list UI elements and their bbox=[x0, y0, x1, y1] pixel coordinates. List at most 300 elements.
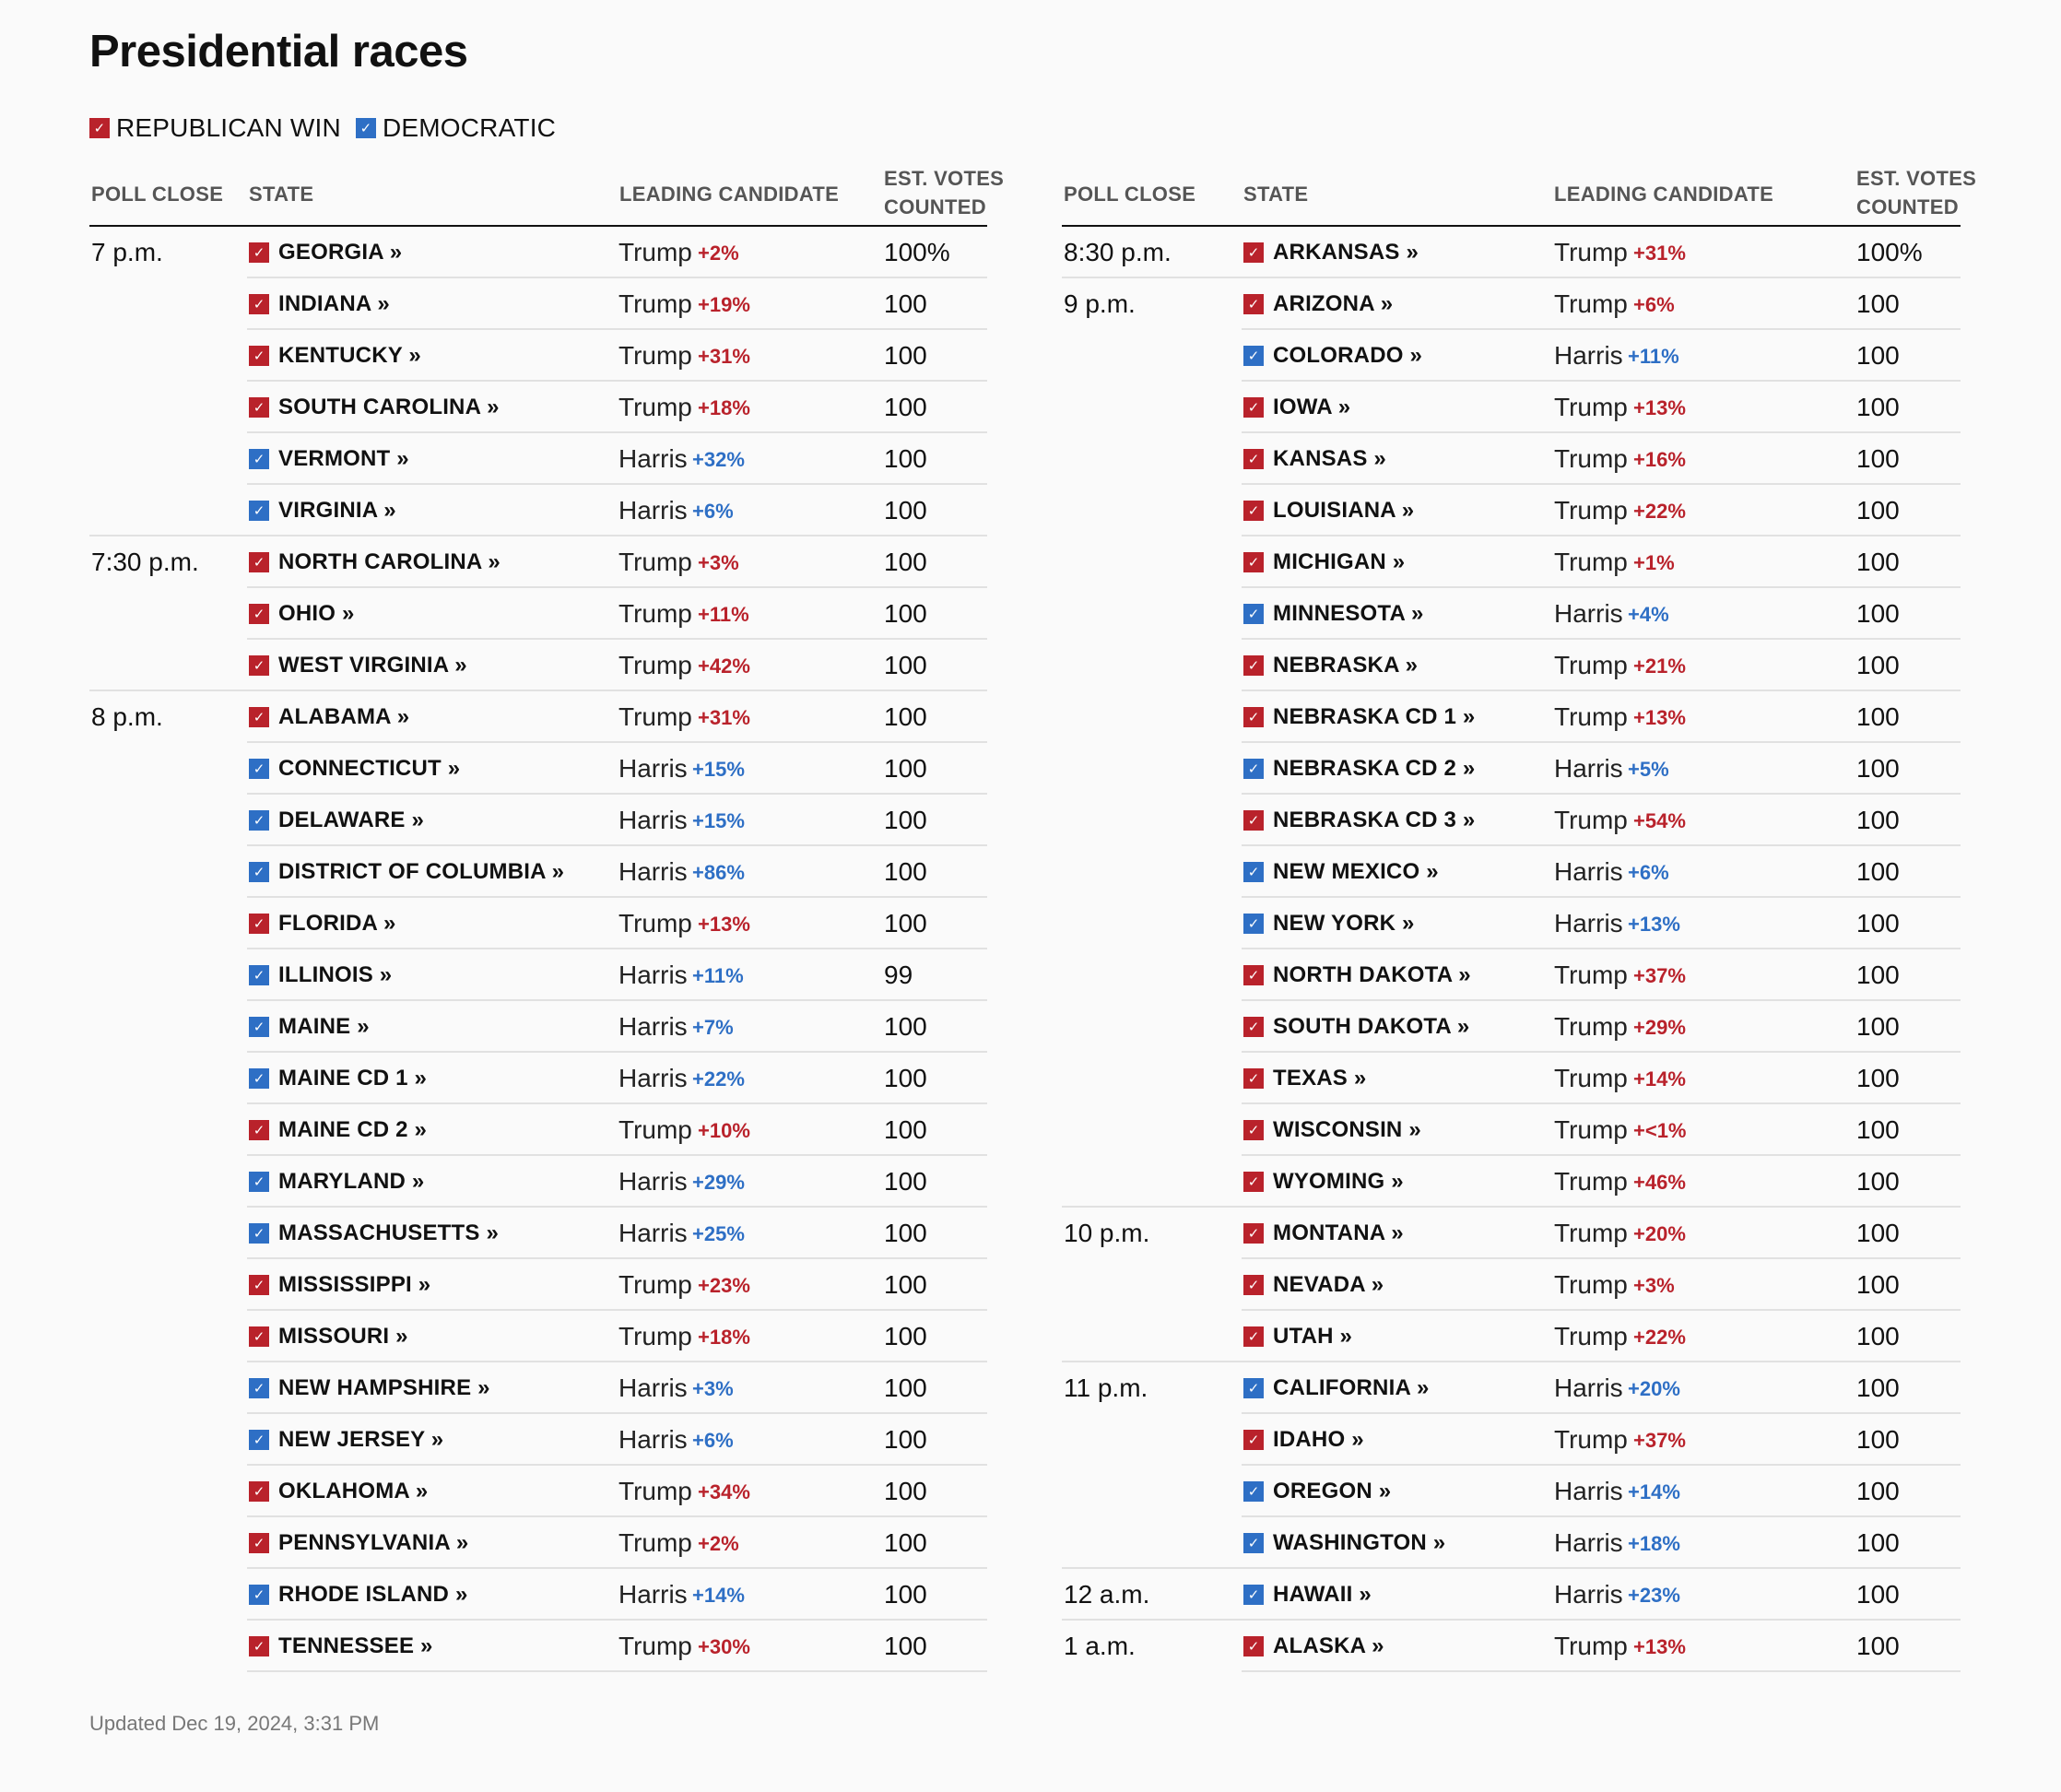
checkbox-check-icon: ✓ bbox=[1243, 294, 1264, 314]
margin-value: +29% bbox=[1633, 1016, 1686, 1039]
checkbox-check-icon: ✓ bbox=[249, 1223, 269, 1244]
state-link[interactable]: VIRGINIA » bbox=[278, 498, 396, 523]
votes-counted: 99 bbox=[884, 961, 913, 989]
header-state: STATE bbox=[1243, 183, 1309, 206]
checkbox-check-icon: ✓ bbox=[249, 707, 269, 727]
state-link[interactable]: MICHIGAN » bbox=[1273, 549, 1406, 574]
leading-candidate: Trump bbox=[618, 1528, 692, 1557]
table-row bbox=[1062, 1517, 1961, 1569]
votes-counted: 100 bbox=[884, 909, 927, 937]
table-row bbox=[1062, 949, 1961, 1001]
state-link[interactable]: MARYLAND » bbox=[278, 1169, 425, 1194]
table-row bbox=[1062, 1569, 1961, 1621]
checkbox-check-icon: ✓ bbox=[249, 294, 269, 314]
state-link[interactable]: ARKANSAS » bbox=[1273, 240, 1419, 265]
table-row bbox=[89, 1466, 987, 1517]
row-cells bbox=[247, 1053, 987, 1104]
margin-value: +13% bbox=[1633, 706, 1686, 729]
margin-value: +86% bbox=[692, 861, 745, 884]
header-est-votes-line1: EST. VOTES bbox=[1856, 167, 1977, 190]
margin-value: +30% bbox=[698, 1635, 750, 1658]
state-link[interactable]: NEW JERSEY » bbox=[278, 1427, 444, 1452]
row-cells bbox=[1242, 949, 1961, 1001]
margin-value: +46% bbox=[1633, 1171, 1686, 1194]
state-link[interactable]: MASSACHUSETTS » bbox=[278, 1220, 500, 1245]
row-cells bbox=[247, 382, 987, 433]
margin-value: +1% bbox=[1633, 551, 1675, 574]
margin-value: +54% bbox=[1633, 809, 1686, 832]
leading-candidate: Harris bbox=[618, 754, 688, 783]
leading-candidate: Harris bbox=[618, 1012, 688, 1041]
checkbox-check-icon: ✓ bbox=[249, 1585, 269, 1605]
leading-candidate: Trump bbox=[1554, 1064, 1628, 1092]
table-row bbox=[1062, 382, 1961, 433]
table-row bbox=[89, 640, 987, 691]
checkbox-check-icon: ✓ bbox=[1243, 914, 1264, 934]
state-link[interactable]: NEW HAMPSHIRE » bbox=[278, 1375, 490, 1400]
leading-candidate: Trump bbox=[618, 1115, 692, 1144]
state-link[interactable]: TEXAS » bbox=[1273, 1066, 1367, 1091]
margin-value: +3% bbox=[692, 1377, 734, 1400]
margin-value: +37% bbox=[1633, 964, 1686, 987]
table-row bbox=[89, 1362, 987, 1414]
row-cells bbox=[1242, 1001, 1961, 1053]
table-header bbox=[89, 164, 1005, 227]
checkbox-check-icon: ✓ bbox=[1243, 1172, 1264, 1192]
votes-counted: 100 bbox=[884, 1425, 927, 1454]
margin-value: +25% bbox=[692, 1222, 745, 1245]
state-link[interactable]: ALABAMA » bbox=[278, 704, 410, 729]
leading-candidate: Trump bbox=[1554, 238, 1628, 266]
margin-value: +18% bbox=[698, 396, 750, 419]
checkbox-check-icon: ✓ bbox=[1243, 1017, 1264, 1037]
checkbox-check-icon: ✓ bbox=[249, 604, 269, 624]
leading-candidate: Trump bbox=[1554, 1632, 1628, 1660]
header-poll-close: POLL CLOSE bbox=[91, 183, 224, 206]
row-cells bbox=[1242, 743, 1961, 795]
state-link[interactable]: NORTH CAROLINA » bbox=[278, 549, 501, 574]
state-link[interactable]: MINNESOTA » bbox=[1273, 601, 1424, 626]
votes-counted: 100 bbox=[1856, 393, 1900, 421]
checkbox-check-icon: ✓ bbox=[1243, 397, 1264, 418]
leading-candidate: Harris bbox=[1554, 341, 1623, 370]
margin-value: +15% bbox=[692, 758, 745, 781]
state-link[interactable]: MAINE » bbox=[278, 1014, 370, 1039]
table-row bbox=[89, 1621, 987, 1672]
table-row bbox=[1062, 743, 1961, 795]
header-leading-candidate: LEADING CANDIDATE bbox=[1554, 183, 1774, 206]
checkbox-check-icon: ✓ bbox=[1243, 1533, 1264, 1553]
table-row bbox=[1062, 1208, 1961, 1259]
votes-counted: 100 bbox=[1856, 341, 1900, 370]
votes-counted: 100 bbox=[884, 1115, 927, 1144]
state-link[interactable]: SOUTH DAKOTA » bbox=[1273, 1014, 1470, 1039]
state-link[interactable]: ILLINOIS » bbox=[278, 962, 393, 987]
row-cells bbox=[1242, 898, 1961, 949]
table-row bbox=[89, 382, 987, 433]
votes-counted: 100 bbox=[884, 651, 927, 679]
votes-counted: 100 bbox=[884, 1219, 927, 1247]
table-row bbox=[1062, 536, 1961, 588]
poll-close-time: 11 p.m. bbox=[1064, 1373, 1148, 1402]
group-divider bbox=[1062, 1206, 1961, 1208]
votes-counted: 100 bbox=[1856, 1373, 1900, 1402]
table-row bbox=[89, 846, 987, 898]
row-cells bbox=[247, 949, 987, 1001]
leading-candidate: Harris bbox=[1554, 909, 1623, 937]
margin-value: +15% bbox=[692, 809, 745, 832]
votes-counted: 100 bbox=[1856, 651, 1900, 679]
group-divider bbox=[1062, 1567, 1961, 1569]
table-row bbox=[89, 330, 987, 382]
votes-counted: 100 bbox=[1856, 806, 1900, 834]
margin-value: +13% bbox=[1628, 913, 1680, 936]
legend-label-democratic: DEMOCRATIC bbox=[382, 113, 557, 142]
row-cells bbox=[247, 536, 987, 588]
state-link[interactable]: LOUISIANA » bbox=[1273, 498, 1415, 523]
checkbox-check-icon: ✓ bbox=[249, 1430, 269, 1450]
table-row bbox=[1062, 846, 1961, 898]
margin-value: +<1% bbox=[1633, 1119, 1687, 1142]
state-link[interactable]: OREGON » bbox=[1273, 1479, 1392, 1503]
checkbox-check-icon: ✓ bbox=[1243, 1585, 1264, 1605]
row-cells bbox=[247, 1259, 987, 1311]
table-row bbox=[1062, 691, 1961, 743]
state-link[interactable]: NEVADA » bbox=[1273, 1272, 1384, 1297]
margin-value: +31% bbox=[698, 706, 750, 729]
votes-counted: 100 bbox=[884, 857, 927, 886]
row-cells bbox=[247, 227, 987, 278]
table-row bbox=[89, 1104, 987, 1156]
votes-counted: 100 bbox=[1856, 1219, 1900, 1247]
state-link[interactable]: WYOMING » bbox=[1273, 1169, 1404, 1194]
checkbox-check-icon: ✓ bbox=[249, 1636, 269, 1656]
header-est-votes bbox=[884, 164, 1022, 221]
table-row bbox=[1062, 640, 1961, 691]
margin-value: +31% bbox=[1633, 242, 1686, 265]
state-link[interactable]: CONNECTICUT » bbox=[278, 756, 461, 781]
group-divider bbox=[1062, 277, 1961, 278]
votes-counted: 100 bbox=[884, 1012, 927, 1041]
votes-counted: 100 bbox=[884, 341, 927, 370]
votes-counted: 100 bbox=[884, 1270, 927, 1299]
poll-close-time: 8 p.m. bbox=[91, 702, 163, 731]
state-link[interactable]: HAWAII » bbox=[1273, 1582, 1372, 1607]
state-link[interactable]: NEBRASKA CD 1 » bbox=[1273, 704, 1476, 729]
row-cells bbox=[1242, 536, 1961, 588]
checkbox-check-icon: ✓ bbox=[249, 1533, 269, 1553]
table-row bbox=[89, 485, 987, 536]
leading-candidate: Trump bbox=[1554, 1115, 1628, 1144]
margin-value: +11% bbox=[1628, 345, 1679, 368]
state-link[interactable]: MAINE CD 1 » bbox=[278, 1066, 428, 1091]
table-row bbox=[89, 1208, 987, 1259]
row-cells bbox=[1242, 846, 1961, 898]
table-row bbox=[1062, 1053, 1961, 1104]
leading-candidate: Trump bbox=[1554, 806, 1628, 834]
row-cells bbox=[1242, 1104, 1961, 1156]
header-poll-close: POLL CLOSE bbox=[1064, 183, 1196, 206]
row-cells bbox=[1242, 1517, 1961, 1569]
row-cells bbox=[1242, 278, 1961, 330]
state-link[interactable]: DELAWARE » bbox=[278, 808, 425, 832]
votes-counted: 100 bbox=[1856, 1167, 1900, 1196]
checkbox-check-icon: ✓ bbox=[249, 965, 269, 985]
table-row bbox=[89, 1569, 987, 1621]
poll-close-time: 7 p.m. bbox=[91, 238, 163, 266]
legend bbox=[89, 113, 571, 143]
leading-candidate: Harris bbox=[1554, 1373, 1623, 1402]
margin-value: +18% bbox=[1628, 1532, 1680, 1555]
leading-candidate: Trump bbox=[1554, 961, 1628, 989]
checkbox-check-icon: ✓ bbox=[249, 1275, 269, 1295]
checkbox-check-icon: ✓ bbox=[249, 862, 269, 882]
state-link[interactable]: FLORIDA » bbox=[278, 911, 396, 936]
state-link[interactable]: IDAHO » bbox=[1273, 1427, 1364, 1452]
row-cells bbox=[1242, 382, 1961, 433]
leading-candidate: Harris bbox=[1554, 754, 1623, 783]
group-divider bbox=[1062, 1361, 1961, 1362]
margin-value: +20% bbox=[1633, 1222, 1686, 1245]
state-link[interactable]: NEW YORK » bbox=[1273, 911, 1415, 936]
margin-value: +6% bbox=[1628, 861, 1669, 884]
row-cells bbox=[247, 743, 987, 795]
state-link[interactable]: OKLAHOMA » bbox=[278, 1479, 429, 1503]
checkbox-check-icon: ✓ bbox=[249, 810, 269, 831]
leading-candidate: Harris bbox=[618, 1219, 688, 1247]
checkbox-check-icon: ✓ bbox=[249, 397, 269, 418]
checkbox-check-icon: ✓ bbox=[1243, 1120, 1264, 1140]
votes-counted: 100 bbox=[884, 1528, 927, 1557]
row-cells bbox=[1242, 640, 1961, 691]
results-table-left bbox=[89, 164, 1005, 1672]
state-link[interactable]: WISCONSIN » bbox=[1273, 1117, 1421, 1142]
checkbox-check-icon: ✓ bbox=[249, 242, 269, 263]
leading-candidate: Harris bbox=[618, 1425, 688, 1454]
state-link[interactable]: UTAH » bbox=[1273, 1324, 1353, 1349]
checkbox-check-icon: ✓ bbox=[1243, 1378, 1264, 1398]
state-link[interactable]: CALIFORNIA » bbox=[1273, 1375, 1430, 1400]
votes-counted: 100 bbox=[884, 496, 927, 525]
checkbox-check-icon: ✓ bbox=[1243, 1223, 1264, 1244]
votes-counted: 100 bbox=[1856, 1477, 1900, 1505]
leading-candidate: Trump bbox=[618, 238, 692, 266]
margin-value: +11% bbox=[692, 964, 744, 987]
row-cells bbox=[1242, 588, 1961, 640]
row-cells bbox=[1242, 1569, 1961, 1621]
state-link[interactable]: SOUTH CAROLINA » bbox=[278, 395, 500, 419]
row-cells bbox=[1242, 485, 1961, 536]
state-link[interactable]: WASHINGTON » bbox=[1273, 1530, 1446, 1555]
table-row bbox=[89, 1311, 987, 1362]
table-row bbox=[1062, 433, 1961, 485]
leading-candidate: Trump bbox=[618, 1322, 692, 1350]
row-cells bbox=[1242, 1208, 1961, 1259]
votes-counted: 100 bbox=[1856, 1270, 1900, 1299]
checkbox-check-icon: ✓ bbox=[1243, 449, 1264, 469]
state-link[interactable]: MONTANA » bbox=[1273, 1220, 1404, 1245]
leading-candidate: Trump bbox=[618, 599, 692, 628]
margin-value: +2% bbox=[698, 1532, 739, 1555]
leading-candidate: Trump bbox=[618, 289, 692, 318]
leading-candidate: Trump bbox=[1554, 548, 1628, 576]
header-est-votes-line1: EST. VOTES bbox=[884, 167, 1005, 190]
votes-counted: 100 bbox=[884, 1322, 927, 1350]
state-link[interactable]: IOWA » bbox=[1273, 395, 1351, 419]
leading-candidate: Trump bbox=[618, 548, 692, 576]
margin-value: +6% bbox=[692, 1429, 734, 1452]
updated-timestamp: Updated Dec 19, 2024, 3:31 PM bbox=[89, 1712, 380, 1735]
header-est-votes-line2: COUNTED bbox=[884, 195, 986, 218]
state-link[interactable]: KANSAS » bbox=[1273, 446, 1386, 471]
state-link[interactable]: GEORGIA » bbox=[278, 240, 403, 265]
table-body bbox=[89, 227, 987, 1672]
margin-value: +6% bbox=[1633, 293, 1675, 316]
state-link[interactable]: INDIANA » bbox=[278, 291, 390, 316]
poll-close-time: 10 p.m. bbox=[1064, 1219, 1150, 1247]
margin-value: +13% bbox=[698, 913, 750, 936]
state-link[interactable]: DISTRICT OF COLUMBIA » bbox=[278, 859, 565, 884]
table-row bbox=[1062, 1414, 1961, 1466]
row-cells bbox=[247, 898, 987, 949]
state-link[interactable]: TENNESSEE » bbox=[278, 1633, 433, 1658]
leading-candidate: Trump bbox=[1554, 1012, 1628, 1041]
row-cells bbox=[247, 1311, 987, 1362]
table-row bbox=[1062, 1311, 1961, 1362]
leading-candidate: Harris bbox=[618, 806, 688, 834]
row-cells bbox=[1242, 795, 1961, 846]
state-link[interactable]: MISSISSIPPI » bbox=[278, 1272, 431, 1297]
table-row bbox=[89, 1053, 987, 1104]
state-link[interactable]: NEBRASKA CD 2 » bbox=[1273, 756, 1476, 781]
table-row bbox=[89, 227, 987, 278]
row-cells bbox=[1242, 1466, 1961, 1517]
state-link[interactable]: COLORADO » bbox=[1273, 343, 1423, 368]
row-cells bbox=[247, 1517, 987, 1569]
margin-value: +3% bbox=[1633, 1274, 1675, 1297]
votes-counted: 100 bbox=[1856, 961, 1900, 989]
table-row bbox=[89, 795, 987, 846]
state-link[interactable]: ALASKA » bbox=[1273, 1633, 1384, 1658]
votes-counted: 100 bbox=[1856, 496, 1900, 525]
margin-value: +22% bbox=[1633, 500, 1686, 523]
leading-candidate: Harris bbox=[618, 1580, 688, 1609]
state-link[interactable]: RHODE ISLAND » bbox=[278, 1582, 468, 1607]
margin-value: +31% bbox=[698, 345, 750, 368]
row-cells bbox=[247, 330, 987, 382]
votes-counted: 100 bbox=[1856, 754, 1900, 783]
margin-value: +10% bbox=[698, 1119, 750, 1142]
leading-candidate: Trump bbox=[1554, 1167, 1628, 1196]
checkbox-check-icon: ✓ bbox=[249, 759, 269, 779]
checkbox-check-icon: ✓ bbox=[249, 1481, 269, 1502]
votes-counted: 100% bbox=[884, 238, 950, 266]
checkbox-check-icon: ✓ bbox=[249, 449, 269, 469]
table-row bbox=[1062, 330, 1961, 382]
votes-counted: 100 bbox=[1856, 599, 1900, 628]
checkbox-check-icon: ✓ bbox=[249, 346, 269, 366]
votes-counted: 100 bbox=[884, 599, 927, 628]
row-cells bbox=[247, 1156, 987, 1208]
margin-value: +34% bbox=[698, 1480, 750, 1503]
state-link[interactable]: WEST VIRGINIA » bbox=[278, 653, 467, 678]
margin-value: +37% bbox=[1633, 1429, 1686, 1452]
checkbox-check-icon: ✓ bbox=[1243, 501, 1264, 521]
checkbox-check-icon: ✓ bbox=[249, 501, 269, 521]
leading-candidate: Trump bbox=[1554, 444, 1628, 473]
leading-candidate: Trump bbox=[1554, 651, 1628, 679]
votes-counted: 100% bbox=[1856, 238, 1923, 266]
results-table-right bbox=[1062, 164, 1977, 1672]
state-link[interactable]: OHIO » bbox=[278, 601, 355, 626]
state-link[interactable]: NORTH DAKOTA » bbox=[1273, 962, 1471, 987]
checkbox-check-icon: ✓ bbox=[1243, 707, 1264, 727]
checkbox-check-icon: ✓ bbox=[1243, 552, 1264, 572]
row-cells bbox=[1242, 330, 1961, 382]
state-link[interactable]: NEW MEXICO » bbox=[1273, 859, 1439, 884]
row-cells bbox=[247, 485, 987, 536]
state-link[interactable]: VERMONT » bbox=[278, 446, 409, 471]
table-row bbox=[1062, 588, 1961, 640]
votes-counted: 100 bbox=[884, 1064, 927, 1092]
checkbox-check-icon: ✓ bbox=[1243, 965, 1264, 985]
margin-value: +3% bbox=[698, 551, 739, 574]
row-cells bbox=[247, 846, 987, 898]
state-link[interactable]: KENTUCKY » bbox=[278, 343, 421, 368]
table-row bbox=[1062, 227, 1961, 278]
votes-counted: 100 bbox=[1856, 1528, 1900, 1557]
row-cells bbox=[1242, 691, 1961, 743]
poll-close-time: 8:30 p.m. bbox=[1064, 238, 1172, 266]
margin-value: +18% bbox=[698, 1326, 750, 1349]
row-cells bbox=[1242, 1621, 1961, 1672]
leading-candidate: Harris bbox=[618, 1167, 688, 1196]
state-link[interactable]: ARIZONA » bbox=[1273, 291, 1394, 316]
leading-candidate: Harris bbox=[618, 444, 688, 473]
votes-counted: 100 bbox=[884, 1373, 927, 1402]
checkbox-check-icon: ✓ bbox=[1243, 655, 1264, 676]
votes-counted: 100 bbox=[884, 444, 927, 473]
checkbox-check-icon: ✓ bbox=[1243, 1068, 1264, 1089]
row-cells bbox=[247, 1569, 987, 1621]
poll-close-time: 9 p.m. bbox=[1064, 289, 1136, 318]
row-cells bbox=[1242, 1156, 1961, 1208]
state-link[interactable]: NEBRASKA » bbox=[1273, 653, 1419, 678]
state-link[interactable]: NEBRASKA CD 3 » bbox=[1273, 808, 1476, 832]
table-row bbox=[1062, 485, 1961, 536]
poll-close-time: 7:30 p.m. bbox=[91, 548, 199, 576]
legend-label-republican: REPUBLICAN WIN bbox=[116, 113, 341, 142]
checkbox-check-icon: ✓ bbox=[1243, 1430, 1264, 1450]
checkbox-check-icon: ✓ bbox=[249, 1120, 269, 1140]
votes-counted: 100 bbox=[1856, 1115, 1900, 1144]
leading-candidate: Harris bbox=[618, 857, 688, 886]
state-link[interactable]: MISSOURI » bbox=[278, 1324, 408, 1349]
table-row bbox=[1062, 1001, 1961, 1053]
checkbox-check-icon: ✓ bbox=[1243, 1275, 1264, 1295]
checkbox-check-icon: ✓ bbox=[249, 1068, 269, 1089]
leading-candidate: Harris bbox=[618, 496, 688, 525]
state-link[interactable]: MAINE CD 2 » bbox=[278, 1117, 428, 1142]
margin-value: +14% bbox=[1633, 1067, 1686, 1091]
row-cells bbox=[247, 691, 987, 743]
leading-candidate: Trump bbox=[618, 341, 692, 370]
votes-counted: 100 bbox=[1856, 1632, 1900, 1660]
state-link[interactable]: PENNSYLVANIA » bbox=[278, 1530, 469, 1555]
checkbox-check-icon: ✓ bbox=[1243, 862, 1264, 882]
votes-counted: 100 bbox=[1856, 857, 1900, 886]
row-cells bbox=[1242, 1259, 1961, 1311]
